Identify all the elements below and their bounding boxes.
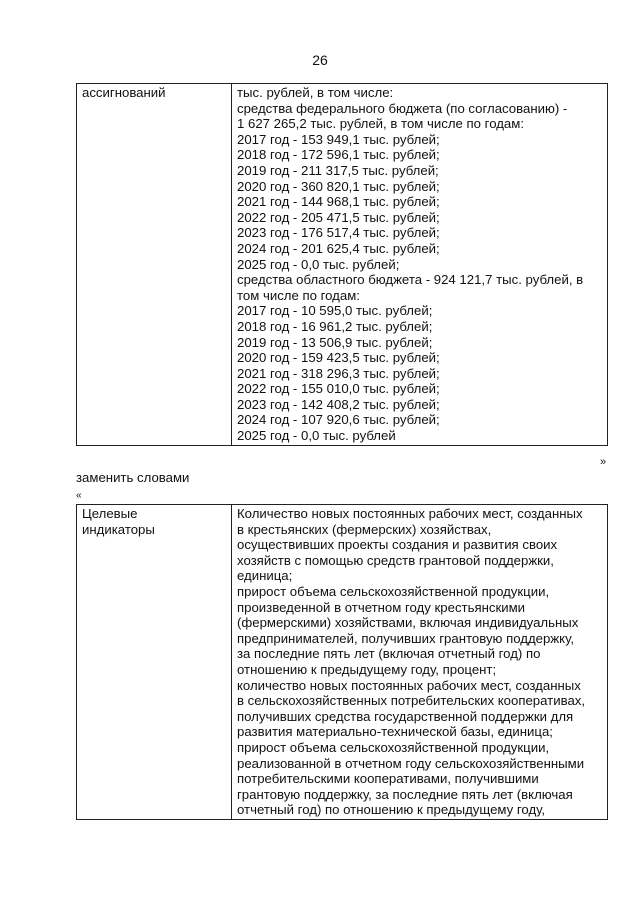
text-line: единица;	[237, 568, 293, 584]
funding-lines	[237, 85, 603, 444]
text-line: 2018 год - 16 961,2 тыс. рублей;	[237, 318, 433, 334]
text-line: 2017 год - 153 949,1 тыс. рублей;	[237, 131, 440, 147]
text-line: 2023 год - 142 408,2 тыс. рублей;	[237, 396, 440, 412]
opening-quote: «	[76, 490, 82, 501]
text-line: 2020 год - 360 820,1 тыс. рублей;	[237, 178, 440, 194]
text-line: Количество новых постоянных рабочих мест, созданных	[237, 506, 583, 521]
text-line: тыс. рублей, в том числе:	[237, 85, 394, 100]
text-line: предпринимателей, получивших грантовую поддержку,	[237, 630, 575, 646]
indicator-lines	[237, 506, 603, 818]
funding-table	[76, 83, 608, 446]
text-line: 2022 год - 155 010,0 тыс. рублей;	[237, 381, 440, 397]
text-line: за последние пять лет (включая отчетный год) по	[237, 646, 541, 662]
row-label-cell	[77, 505, 232, 820]
row-label: ассигнований	[82, 85, 166, 100]
text-line: 2022 год - 205 471,5 тыс. рублей;	[237, 209, 440, 225]
table-row	[77, 84, 608, 446]
page-number: 26	[312, 52, 328, 68]
row-label-cell	[77, 84, 232, 446]
text-line: 2019 год - 211 317,5 тыс. рублей;	[237, 162, 439, 178]
text-line: 2021 год - 144 968,1 тыс. рублей;	[237, 194, 440, 210]
text-line: отчетный год) по отношению к предыдущему году,	[237, 802, 546, 818]
table-row	[77, 505, 608, 820]
text-line: 2020 год - 159 423,5 тыс. рублей;	[237, 350, 440, 366]
closing-quote: »	[600, 456, 607, 468]
text-line: количество новых постоянных рабочих мест, созданных	[237, 677, 581, 693]
text-line: (фермерскими) хозяйствами, включая индивидуальных	[237, 615, 579, 631]
text-line: получивших средства государственной поддержки для	[237, 708, 574, 724]
replace-instruction: заменить словами	[76, 470, 190, 485]
text-line: 2021 год - 318 296,3 тыс. рублей;	[237, 365, 440, 381]
text-line: средства федерального бюджета (по согласованию) -	[237, 100, 568, 116]
text-line: реализованной в отчетном году сельскохозяйственными	[237, 755, 585, 771]
text-line: грантовую поддержку, за последние пять лет (включая	[237, 786, 573, 802]
text-line: в крестьянских (фермерских) хозяйствах,	[237, 521, 492, 537]
text-line: потребительскими кооперативами, получившими	[237, 771, 539, 787]
label-line: Целевые	[82, 506, 138, 521]
row-content-cell	[232, 505, 608, 820]
text-line: том числе по годам:	[237, 287, 360, 303]
indicators-table	[76, 504, 608, 820]
text-line: 2025 год - 0,0 тыс. рублей;	[237, 256, 400, 272]
text-line: 2024 год - 107 920,6 тыс. рублей;	[237, 412, 440, 428]
row-content-cell	[232, 84, 608, 446]
row-label	[82, 506, 227, 537]
text-line: средства областного бюджета - 924 121,7 тыс. рублей, в	[237, 272, 584, 288]
text-line: осуществивших проекты создания и развития своих	[237, 537, 558, 553]
text-line: 2025 год - 0,0 тыс. рублей	[237, 428, 396, 444]
text-line: прирост объема сельскохозяйственной продукции,	[237, 739, 550, 755]
text-line: 2017 год - 10 595,0 тыс. рублей;	[237, 303, 433, 319]
label-line: индикаторы	[82, 521, 155, 537]
text-line: 2023 год - 176 517,4 тыс. рублей;	[237, 225, 440, 241]
text-line: произведенной в отчетном году крестьянскими	[237, 599, 526, 615]
text-line: в сельскохозяйственных потребительских кооперативах,	[237, 693, 586, 709]
text-line: 2019 год - 13 506,9 тыс. рублей;	[237, 334, 433, 350]
text-line: прирост объема сельскохозяйственной продукции,	[237, 583, 550, 599]
text-line: отношению к предыдущему году, процент;	[237, 661, 497, 677]
text-line: 2024 год - 201 625,4 тыс. рублей;	[237, 240, 440, 256]
text-line: 1 627 265,2 тыс. рублей, в том числе по годам:	[237, 116, 524, 132]
text-line: 2018 год - 172 596,1 тыс. рублей;	[237, 147, 440, 163]
text-line: развития материально-технической базы, единица;	[237, 724, 553, 740]
text-line: хозяйств с помощью средств грантовой поддержки,	[237, 552, 554, 568]
